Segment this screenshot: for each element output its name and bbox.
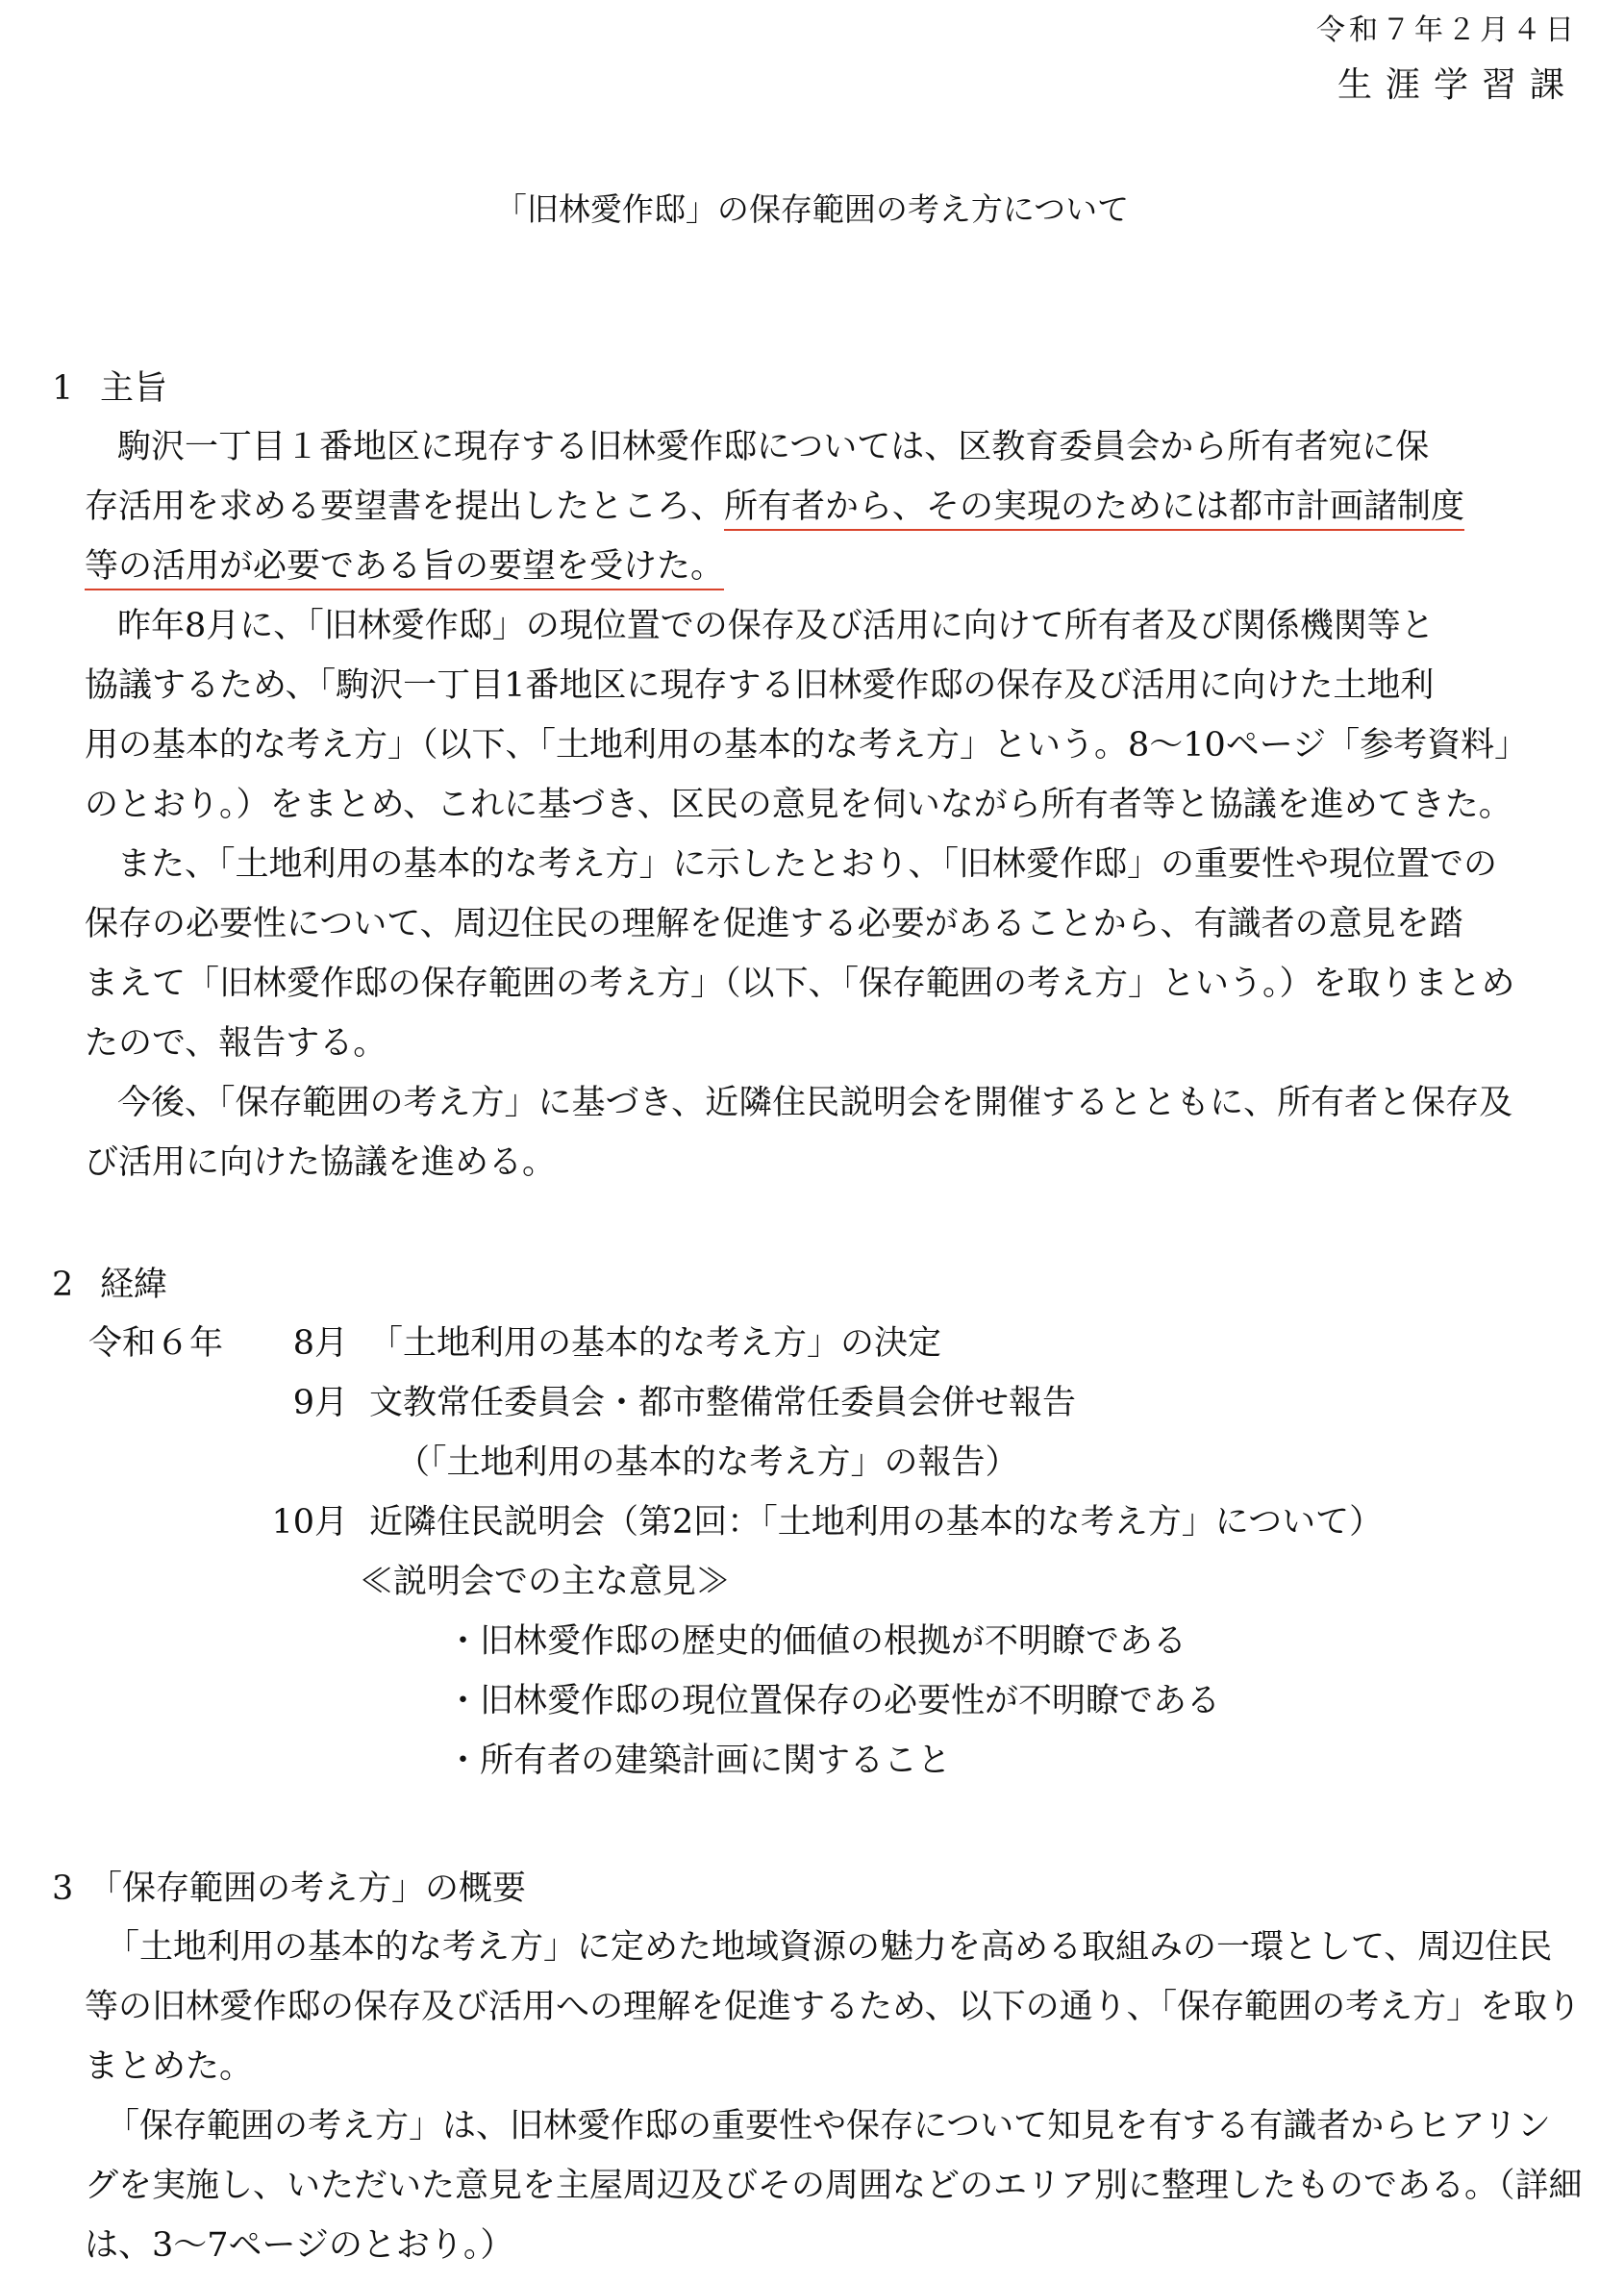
paragraph-line: 昨年8月に、「旧林愛作邸」の現位置での保存及び活用に向けて所有者及び関係機関等と <box>117 607 1435 645</box>
history-event: 文教常任委員会・都市整備常任委員会併せ報告 <box>369 1384 1077 1422</box>
underlined-text: 所有者から、その実現のためには都市計画諸制度 <box>724 488 1465 526</box>
paragraph-line: 今後、「保存範囲の考え方」に基づき、近隣住民説明会を開催するとともに、所有者と保存及 <box>117 1084 1513 1122</box>
history-row <box>52 1671 1581 1731</box>
section-overview <box>52 1860 1581 2275</box>
section-heading <box>52 360 1581 417</box>
paragraph-line <box>52 477 1581 537</box>
paragraph-line: たので、報告する。 <box>85 1024 387 1063</box>
paragraph-line: 保存の必要性について、周辺住民の理解を促進する必要があることから、有識者の意見を踏 <box>85 905 1463 943</box>
paragraph-line: 等の旧林愛作邸の保存及び活用への理解を促進するため、以下の通り、「保存範囲の考え方」を取り <box>85 1988 1582 2026</box>
document-title: 「旧林愛作邸」の保存範囲の考え方について <box>494 190 1130 228</box>
history-row <box>52 1612 1581 1671</box>
paragraph-line: グを実施し、いただいた意見を主屋周辺及びその周囲などのエリア別に整理したものである。（詳細 <box>85 2167 1583 2205</box>
paragraph-line: 協議するため、「駒沢一丁目1番地区に現存する旧林愛作邸の保存及び活用に向けた土地利 <box>85 666 1435 705</box>
history-row <box>52 1314 1581 1373</box>
section-title: 主旨 <box>100 369 168 408</box>
paragraph-line: まとめた。 <box>85 2047 254 2086</box>
paragraph-line: のとおり。）をまとめ、これに基づき、区民の意見を伺いながら所有者等と協議を進めてきた。 <box>85 786 1512 824</box>
department-name: 生涯学習課 <box>1337 65 1578 105</box>
paragraph-line: まえて「旧林愛作邸の保存範囲の考え方」（以下、「保存範囲の考え方」という。）を取りまとめ <box>85 965 1515 1003</box>
underlined-text: 等の活用が必要である旨の要望を受けた。 <box>85 547 725 586</box>
paragraph-line: また、「土地利用の基本的な考え方」に示したとおり、「旧林愛作邸」の重要性や現位置での <box>117 845 1498 884</box>
history-event-note: ≪説明会での主な意見≫ <box>360 1563 731 1601</box>
section-title: 「保存範囲の考え方」の概要 <box>88 1869 527 1908</box>
opinion-item: ・所有者の建築計画に関すること <box>446 1742 952 1780</box>
section-history <box>52 1256 1581 1791</box>
history-month: 9月 <box>292 1384 348 1422</box>
section-number: 1 <box>52 369 74 408</box>
history-row <box>52 1731 1581 1791</box>
paragraph-line: 用の基本的な考え方」（以下、「土地利用の基本的な考え方」という。8～10ページ「参考資料」 <box>85 726 1529 765</box>
section-number: 2 <box>52 1266 74 1304</box>
paragraph-line: 「土地利用の基本的な考え方」に定めた地域資源の魅力を高める取組みの一環として、周辺住民 <box>106 1928 1553 1967</box>
history-row <box>52 1552 1581 1612</box>
history-event: 「土地利用の基本的な考え方」の決定 <box>369 1324 942 1363</box>
paragraph-text: 存活用を求める要望書を提出したところ、 <box>85 488 725 526</box>
section-purpose <box>52 360 1581 1192</box>
history-row <box>52 1373 1581 1433</box>
document-date: 令和７年２月４日 <box>1316 13 1578 47</box>
history-event-note: （「土地利用の基本的な考え方」の報告） <box>396 1443 1019 1482</box>
history-row <box>52 1493 1581 1552</box>
history-row <box>52 1433 1581 1493</box>
section-title: 経緯 <box>100 1266 168 1304</box>
section-heading <box>52 1860 1581 1918</box>
paragraph-line <box>52 537 1581 596</box>
paragraph-line: 「保存範囲の考え方」は、旧林愛作邸の重要性や保存について知見を有する有識者からヒアリン <box>106 2107 1551 2145</box>
opinion-item: ・旧林愛作邸の歴史的価値の根拠が不明瞭である <box>446 1622 1187 1661</box>
paragraph-line: は、3～7ページのとおり。） <box>85 2226 514 2265</box>
paragraph-line: 駒沢一丁目１番地区に現存する旧林愛作邸については、区教育委員会から所有者宛に保 <box>117 428 1430 466</box>
section-heading <box>52 1256 1581 1314</box>
opinion-item: ・旧林愛作邸の現位置保存の必要性が不明瞭である <box>446 1682 1221 1720</box>
history-month: 8月 <box>292 1324 348 1363</box>
history-year: 令和６年 <box>88 1324 224 1363</box>
paragraph-line: び活用に向けた協議を進める。 <box>85 1143 557 1182</box>
history-event: 近隣住民説明会（第2回：「土地利用の基本的な考え方」について） <box>369 1503 1384 1542</box>
section-number: 3 <box>52 1869 74 1908</box>
history-month: 10月 <box>271 1503 348 1542</box>
